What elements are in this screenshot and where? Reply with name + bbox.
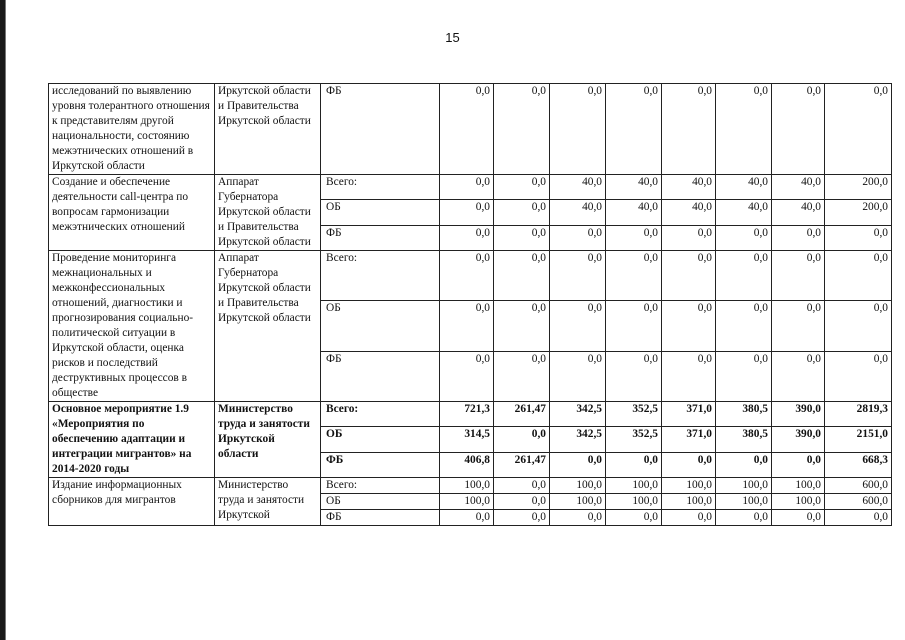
value-cell: 40,0 xyxy=(772,175,825,200)
value-cell: 100,0 xyxy=(606,478,662,494)
value-cell: 0,0 xyxy=(716,510,772,526)
value-cell: 200,0 xyxy=(825,200,892,225)
value-cell: 40,0 xyxy=(550,200,606,225)
value-cell: 0,0 xyxy=(494,478,550,494)
value-cell: 390,0 xyxy=(772,427,825,452)
value-cell: 100,0 xyxy=(716,478,772,494)
value-cell: 0,0 xyxy=(440,175,494,200)
funding-source: ФБ xyxy=(321,225,440,250)
value-cell: 0,0 xyxy=(550,225,606,250)
value-cell: 0,0 xyxy=(662,301,716,351)
value-cell: 0,0 xyxy=(494,251,550,301)
value-cell: 0,0 xyxy=(772,301,825,351)
value-cell: 100,0 xyxy=(606,494,662,510)
value-cell: 0,0 xyxy=(440,225,494,250)
value-cell: 380,5 xyxy=(716,402,772,427)
value-cell: 0,0 xyxy=(772,351,825,401)
measure-name: исследований по выявлению уровня толерантного отношения к представителям другой национальности, состоянию межэтнических отношений в Иркутской области xyxy=(52,85,210,172)
value-cell: 0,0 xyxy=(440,200,494,225)
scan-edge-shadow xyxy=(5,0,6,640)
measure-name-cell xyxy=(49,478,215,526)
value-cell: 261,47 xyxy=(494,452,550,477)
value-cell: 0,0 xyxy=(825,225,892,250)
value-cell: 100,0 xyxy=(550,478,606,494)
value-cell: 0,0 xyxy=(662,84,716,175)
value-cell: 0,0 xyxy=(494,427,550,452)
measure-name-cell xyxy=(49,84,215,175)
value-cell: 100,0 xyxy=(550,494,606,510)
value-cell: 0,0 xyxy=(550,301,606,351)
value-cell: 0,0 xyxy=(825,84,892,175)
value-cell: 600,0 xyxy=(825,478,892,494)
value-cell: 0,0 xyxy=(606,301,662,351)
value-cell: 0,0 xyxy=(550,84,606,175)
value-cell: 0,0 xyxy=(550,510,606,526)
value-cell: 342,5 xyxy=(550,402,606,427)
value-cell: 100,0 xyxy=(716,494,772,510)
funding-source: ОБ xyxy=(321,301,440,351)
value-cell: 0,0 xyxy=(772,452,825,477)
value-cell: 0,0 xyxy=(606,225,662,250)
executor-name: Министерство труда и занятости Иркутской области xyxy=(218,403,310,460)
value-cell: 0,0 xyxy=(716,351,772,401)
value-cell: 100,0 xyxy=(440,494,494,510)
value-cell: 261,47 xyxy=(494,402,550,427)
table-row xyxy=(49,478,892,494)
value-cell: 314,5 xyxy=(440,427,494,452)
value-cell: 0,0 xyxy=(662,452,716,477)
value-cell: 40,0 xyxy=(662,175,716,200)
value-cell: 40,0 xyxy=(550,175,606,200)
value-cell: 0,0 xyxy=(494,494,550,510)
value-cell: 40,0 xyxy=(606,200,662,225)
measure-name-cell xyxy=(49,402,215,478)
value-cell: 0,0 xyxy=(716,225,772,250)
value-cell: 0,0 xyxy=(440,351,494,401)
value-cell: 380,5 xyxy=(716,427,772,452)
funding-source: ОБ xyxy=(321,427,440,452)
value-cell: 0,0 xyxy=(825,351,892,401)
value-cell: 40,0 xyxy=(772,200,825,225)
value-cell: 40,0 xyxy=(716,175,772,200)
value-cell: 0,0 xyxy=(440,510,494,526)
value-cell: 0,0 xyxy=(662,351,716,401)
value-cell: 0,0 xyxy=(494,175,550,200)
value-cell: 0,0 xyxy=(662,510,716,526)
value-cell: 40,0 xyxy=(716,200,772,225)
executor-name: Аппарат Губернатора Иркутской области и Правительства Иркутской области xyxy=(218,252,311,324)
value-cell: 0,0 xyxy=(716,84,772,175)
table-body xyxy=(49,84,892,526)
value-cell: 342,5 xyxy=(550,427,606,452)
value-cell: 0,0 xyxy=(606,251,662,301)
value-cell: 390,0 xyxy=(772,402,825,427)
value-cell: 371,0 xyxy=(662,427,716,452)
funding-source: Всего: xyxy=(321,251,440,301)
value-cell: 100,0 xyxy=(772,494,825,510)
value-cell: 0,0 xyxy=(440,84,494,175)
value-cell: 0,0 xyxy=(550,251,606,301)
executor-cell xyxy=(215,84,321,175)
table-row xyxy=(49,402,892,427)
value-cell: 100,0 xyxy=(440,478,494,494)
value-cell: 0,0 xyxy=(716,251,772,301)
executor-name: Аппарат Губернатора Иркутской области и Правительства Иркутской области xyxy=(218,176,311,248)
funding-source: ОБ xyxy=(321,494,440,510)
funding-source: ФБ xyxy=(321,452,440,477)
value-cell: 0,0 xyxy=(494,84,550,175)
value-cell: 0,0 xyxy=(494,351,550,401)
value-cell: 0,0 xyxy=(772,510,825,526)
funding-source: Всего: xyxy=(321,402,440,427)
measure-name-cell xyxy=(49,251,215,402)
value-cell: 0,0 xyxy=(606,351,662,401)
value-cell: 0,0 xyxy=(494,510,550,526)
value-cell: 0,0 xyxy=(772,225,825,250)
value-cell: 0,0 xyxy=(440,251,494,301)
value-cell: 0,0 xyxy=(716,301,772,351)
page-number: 15 xyxy=(445,30,460,45)
measure-name: Основное мероприятие 1.9 «Мероприятия по обеспечению адаптации и интеграции мигрантов» на 2014-2020 годы xyxy=(52,403,192,475)
funding-source: ОБ xyxy=(321,200,440,225)
value-cell: 600,0 xyxy=(825,494,892,510)
value-cell: 0,0 xyxy=(662,225,716,250)
value-cell: 0,0 xyxy=(662,251,716,301)
table-row xyxy=(49,251,892,301)
value-cell: 0,0 xyxy=(825,510,892,526)
value-cell: 100,0 xyxy=(772,478,825,494)
value-cell: 0,0 xyxy=(772,84,825,175)
value-cell: 0,0 xyxy=(606,510,662,526)
executor-cell xyxy=(215,478,321,526)
funding-source: Всего: xyxy=(321,175,440,200)
table-row xyxy=(49,84,892,175)
funding-source: ФБ xyxy=(321,510,440,526)
executor-name: Министерство труда и занятости Иркутской xyxy=(218,479,305,521)
funding-source: ФБ xyxy=(321,84,440,175)
measure-name-cell xyxy=(49,175,215,251)
value-cell: 406,8 xyxy=(440,452,494,477)
value-cell: 0,0 xyxy=(772,251,825,301)
value-cell: 0,0 xyxy=(716,452,772,477)
measure-name: Проведение мониторинга межнациональных и межконфессиональных отношений, диагностики и прогнозирования социально-политической ситуации в Иркутской области, оценка рисков и последствий деструктивных процессов в обществе xyxy=(52,252,194,399)
measure-name: Издание информационных сборников для мигрантов xyxy=(52,479,182,506)
value-cell: 0,0 xyxy=(494,225,550,250)
value-cell: 0,0 xyxy=(440,301,494,351)
value-cell: 371,0 xyxy=(662,402,716,427)
measure-name: Создание и обеспечение деятельности call-центра по вопросам гармонизации межэтнических отношений xyxy=(52,176,189,233)
budget-table xyxy=(48,83,892,526)
executor-name: Иркутской области и Правительства Иркутской области xyxy=(218,85,311,127)
value-cell: 352,5 xyxy=(606,427,662,452)
value-cell: 0,0 xyxy=(550,452,606,477)
value-cell: 352,5 xyxy=(606,402,662,427)
executor-cell xyxy=(215,251,321,402)
value-cell: 0,0 xyxy=(825,251,892,301)
value-cell: 100,0 xyxy=(662,478,716,494)
value-cell: 0,0 xyxy=(606,84,662,175)
funding-source: ФБ xyxy=(321,351,440,401)
value-cell: 0,0 xyxy=(606,452,662,477)
value-cell: 200,0 xyxy=(825,175,892,200)
value-cell: 0,0 xyxy=(825,301,892,351)
value-cell: 40,0 xyxy=(662,200,716,225)
funding-source: Всего: xyxy=(321,478,440,494)
table-row xyxy=(49,175,892,200)
value-cell: 668,3 xyxy=(825,452,892,477)
value-cell: 2819,3 xyxy=(825,402,892,427)
executor-cell xyxy=(215,175,321,251)
value-cell: 0,0 xyxy=(494,301,550,351)
value-cell: 0,0 xyxy=(494,200,550,225)
executor-cell xyxy=(215,402,321,478)
value-cell: 40,0 xyxy=(606,175,662,200)
value-cell: 721,3 xyxy=(440,402,494,427)
value-cell: 100,0 xyxy=(662,494,716,510)
value-cell: 0,0 xyxy=(550,351,606,401)
value-cell: 2151,0 xyxy=(825,427,892,452)
